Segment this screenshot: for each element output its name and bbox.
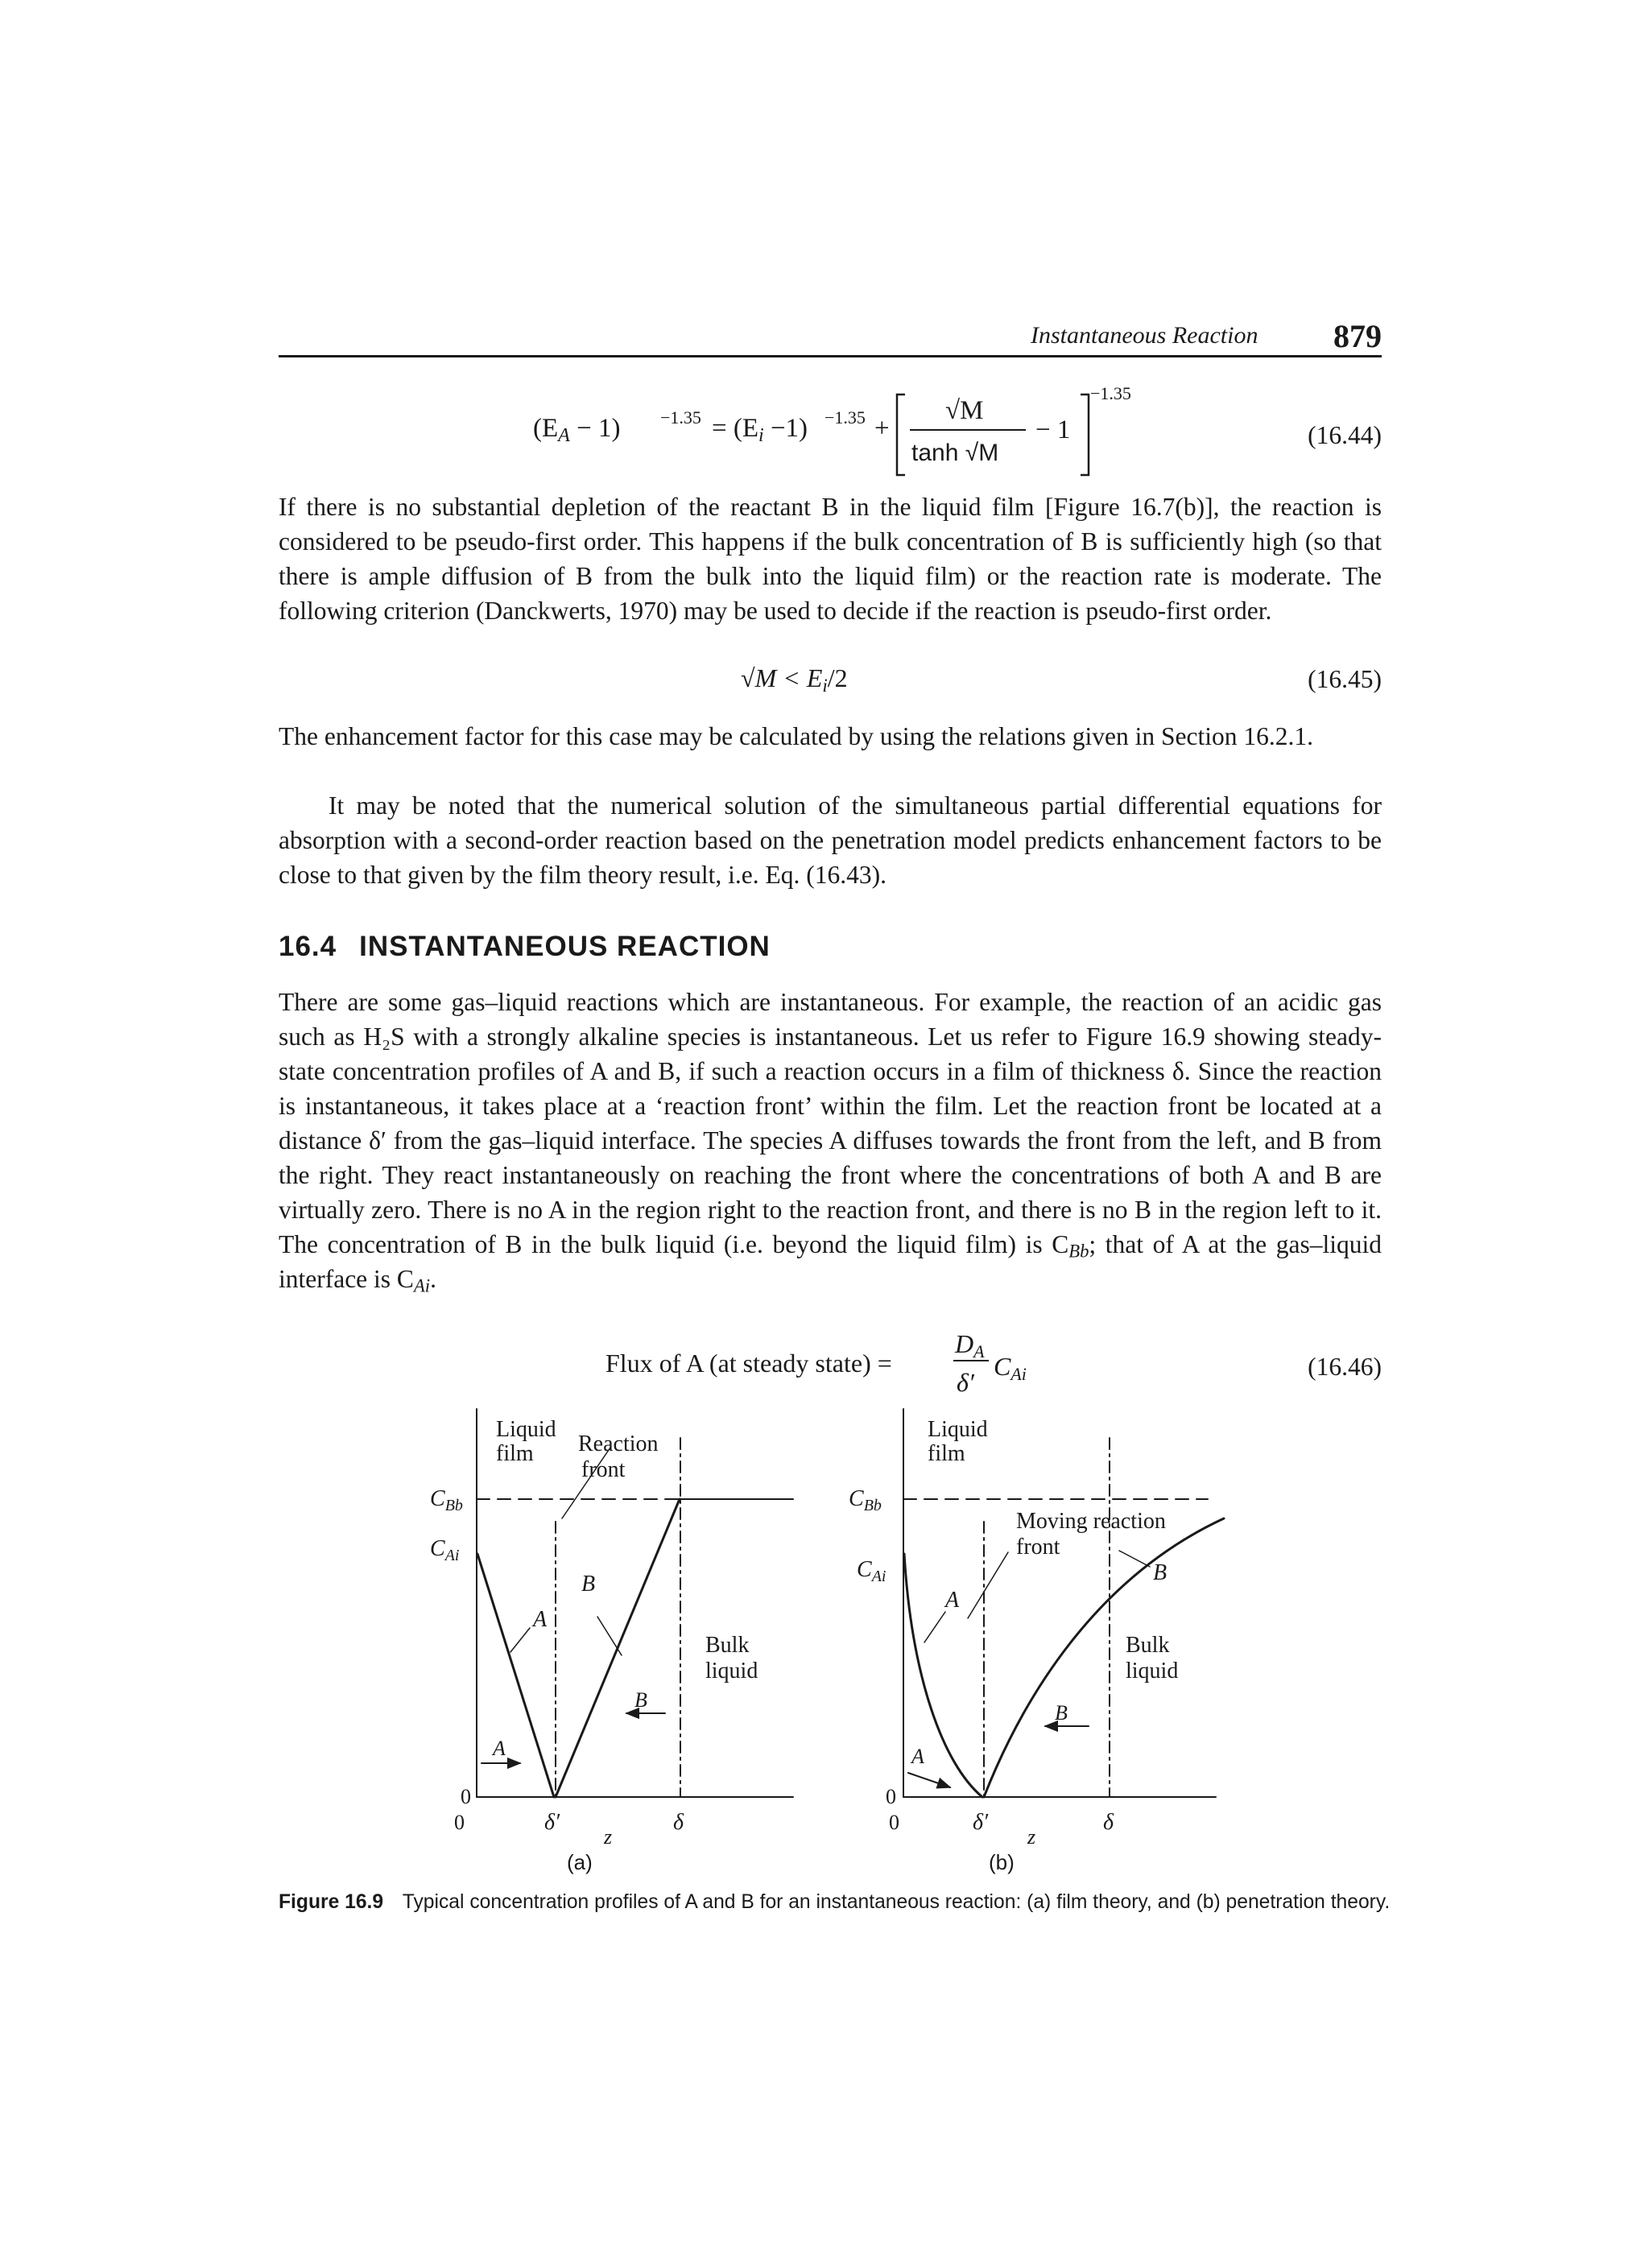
- b-B-leader: [1119, 1551, 1150, 1567]
- b-panel-label: (b): [989, 1850, 1015, 1874]
- header-rule: [279, 355, 1382, 357]
- svg-text:DA: [954, 1329, 985, 1361]
- a-profile-A: [477, 1554, 554, 1797]
- b-liquid-film-2: film: [928, 1441, 965, 1466]
- a-bulk-2: liquid: [705, 1659, 758, 1683]
- para4-sub-ai: Ai: [413, 1275, 431, 1296]
- figure-16-9: [386, 1409, 1280, 1880]
- eq46-den: δ′: [957, 1368, 974, 1397]
- eq-16-45-tag: (16.45): [1308, 665, 1382, 693]
- eq44-mid-exp: −1.35: [824, 407, 866, 428]
- a-arrow-B-label: B: [634, 1688, 647, 1712]
- a-x-delta-prime: δ′: [544, 1810, 560, 1835]
- b-bulk-2: liquid: [1126, 1659, 1179, 1683]
- a-arrow-A-label: A: [493, 1737, 506, 1760]
- svg-text:(EA − 1): [533, 414, 620, 446]
- a-panel-label: (a): [567, 1850, 593, 1874]
- eq44-mid-sub: i: [758, 425, 764, 446]
- eq44-denominator: tanh √M: [911, 440, 999, 466]
- a-bulk-1: Bulk: [705, 1633, 750, 1658]
- eq44-mid-tail: −1): [763, 414, 808, 443]
- panel-a: [430, 1409, 793, 1874]
- section-number: 16.4: [279, 931, 337, 962]
- para4-mid: ; that of A at the gas–liquid interface is C: [279, 1230, 1382, 1293]
- a-A-leader: [510, 1628, 530, 1652]
- eq44-mid: = (E: [712, 414, 759, 443]
- a-reaction-front-2: front: [581, 1457, 626, 1482]
- eq44-lhs: (E: [533, 414, 559, 443]
- b-moving-front-2: front: [1016, 1535, 1060, 1560]
- b-x-zero: 0: [889, 1811, 899, 1834]
- a-cbb-sub: Bb: [444, 1497, 463, 1514]
- a-B-leader: [597, 1617, 622, 1655]
- paragraph-1: If there is no substantial depletion of the reactant B in the liquid film [Figure 16.7(b)], the reaction is considered to be pseudo-first order. This happens if the bulk concentration of B is sufficiently high (so that there is ample diffusion of B from the bulk into the liquid film) or the reaction rate is moderate. The following criterion (Danckwerts, 1970) may be used to decide if the reaction is pseudo-first order.: [279, 493, 1382, 625]
- caption-text: Typical concentration profiles of A and B for an instantaneous reaction: (a) film theory, and (b) penetration theory.: [402, 1890, 1391, 1913]
- equation-16-46: [605, 1327, 1089, 1407]
- paragraph-3: It may be noted that the numerical solution of the simultaneous partial differential equations for absorption with a second-order reaction based on the penetration model predicts enhancement factors to be close to that given by the film theory result, i.e. Eq. (16.43).: [279, 791, 1382, 889]
- a-x-zero: 0: [454, 1811, 465, 1834]
- paragraph-4: [279, 985, 1382, 1296]
- b-profile-B: [984, 1518, 1224, 1797]
- eq44-left-bracket: [897, 395, 905, 475]
- eq-16-46-tag: (16.46): [1308, 1353, 1382, 1381]
- b-arrow-A-label: A: [911, 1745, 924, 1768]
- b-x-delta-prime: δ′: [973, 1810, 989, 1835]
- eq46-tail: C: [994, 1352, 1011, 1381]
- a-cai: C: [430, 1536, 445, 1561]
- b-arrow-A: [908, 1773, 950, 1787]
- svg-text:CBb: [849, 1486, 882, 1514]
- eq44-lhs-tail: − 1): [569, 414, 621, 443]
- b-front-leader: [968, 1552, 1008, 1618]
- b-cbb: C: [849, 1486, 864, 1511]
- eq44-lhs-sub: A: [558, 425, 570, 446]
- eq45-lt-e: < E: [776, 663, 823, 692]
- section-title: INSTANTANEOUS REACTION: [359, 931, 771, 962]
- equation-16-45: [741, 663, 848, 696]
- b-x-z: z: [1027, 1825, 1036, 1849]
- para4-text: There are some gas–liquid reactions which are instantaneous. For example, the reaction of an acidic gas such as H₂S with a strongly alkaline species is instantaneous. Let us refer to Figure 16.9 showing steady-state concentration profiles of A and B, if such a reaction occurs in a film of thickness δ. Since the reaction is instantaneous, it takes place at a ‘reaction front’ within the film. Let the reaction front be located at a distance δ′ from the gas–liquid interface. The species A diffuses towards the front from the left, and B from the right. They react instantaneously on reaching the front where the concentrations of both A and B are virtually zero. There is no A in the region right to the reaction front, and there is no B in the region left to it. The concentration of B in the bulk liquid (i.e. beyond the liquid film) is C: [279, 988, 1382, 1258]
- b-cai: C: [857, 1557, 872, 1582]
- b-liquid-film-1: Liquid: [928, 1417, 988, 1442]
- eq44-plus: +: [874, 414, 890, 443]
- eq46-num: D: [955, 1329, 974, 1358]
- para4-sub-bb: Bb: [1068, 1241, 1089, 1262]
- svg-text:CAi: [430, 1536, 459, 1564]
- a-reaction-front-1: Reaction: [578, 1431, 659, 1456]
- a-x-delta: δ: [673, 1810, 684, 1835]
- svg-text:= (Ei −1): [712, 414, 808, 446]
- eq46-num-sub: A: [973, 1341, 985, 1361]
- figure-caption: [279, 1890, 1391, 1914]
- panel-b: [849, 1409, 1224, 1874]
- b-label-B: B: [1153, 1560, 1168, 1585]
- svg-text:CBb: [430, 1486, 463, 1514]
- eq44-lhs-exp: −1.35: [660, 407, 701, 428]
- a-x-z: z: [604, 1825, 613, 1849]
- eq44-numerator: √M: [945, 396, 984, 425]
- b-bulk-1: Bulk: [1126, 1633, 1170, 1658]
- b-label-A: A: [945, 1588, 960, 1613]
- running-title: Instantaneous Reaction: [1031, 322, 1258, 349]
- caption-label: Figure 16.9: [279, 1890, 384, 1913]
- a-cai-sub: Ai: [444, 1547, 460, 1564]
- b-moving-front-1: Moving reaction: [1016, 1509, 1166, 1534]
- eq45-sqrt-m: √M: [741, 663, 777, 692]
- paragraph-2: The enhancement factor for this case may be calculated by using the relations given in Section 16.2.1.: [279, 722, 1313, 750]
- eq46-tail-sub: Ai: [1010, 1364, 1027, 1384]
- b-cbb-sub: Bb: [863, 1497, 882, 1514]
- eq44-outer-exp: −1.35: [1090, 383, 1131, 403]
- a-cbb: C: [430, 1486, 445, 1511]
- eq44-minus-one: − 1: [1035, 415, 1071, 444]
- eq45-over-2: /2: [827, 663, 848, 692]
- a-liquid-film-1: Liquid: [496, 1417, 556, 1442]
- a-liquid-film-2: film: [496, 1441, 534, 1466]
- page-number: 879: [1333, 318, 1382, 354]
- a-label-B: B: [581, 1572, 596, 1597]
- eq44-right-bracket: [1081, 395, 1089, 475]
- a-y-zero: 0: [461, 1785, 471, 1808]
- b-y-zero: 0: [886, 1785, 896, 1808]
- section-heading: [279, 931, 771, 963]
- para4-end: .: [430, 1265, 436, 1293]
- eq-16-44-tag: (16.44): [1308, 421, 1382, 449]
- eq45-sub-i: i: [822, 674, 828, 696]
- b-A-leader: [924, 1612, 945, 1642]
- b-cai-sub: Ai: [871, 1568, 886, 1585]
- b-arrow-B-label: B: [1055, 1701, 1068, 1725]
- svg-text:CAi: [857, 1557, 886, 1585]
- b-x-delta: δ: [1103, 1810, 1114, 1835]
- a-label-A: A: [533, 1607, 548, 1632]
- svg-text:CAi: [994, 1352, 1027, 1384]
- eq46-lhs: Flux of A (at steady state) =: [605, 1349, 892, 1378]
